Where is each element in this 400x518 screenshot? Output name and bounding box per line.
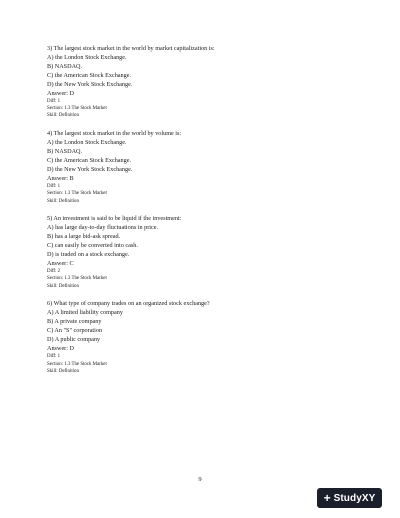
option-d: D) the New York Stock Exchange.	[47, 81, 133, 88]
skill-text: Skill: Definition	[47, 368, 79, 374]
answer-text: Answer: D	[47, 345, 74, 353]
option-c: C) An "S" corporation	[47, 327, 103, 335]
option-b: B) has a large bid-ask spread.	[47, 233, 121, 241]
question-block-3	[47, 44, 367, 120]
difficulty-text: Diff: 1	[47, 99, 61, 104]
section-text: Section: 1.3 The Stock Market	[47, 276, 107, 282]
question-list	[47, 44, 367, 384]
option-b: B) NASDAQ.	[47, 63, 83, 70]
option-b: B) A private company	[47, 318, 102, 326]
question-block-4	[47, 129, 367, 205]
answer-text: Answer: C	[47, 260, 74, 268]
difficulty-text: Diff: 1	[47, 184, 61, 190]
option-b: B) NASDAQ.	[47, 148, 83, 156]
skill-text: Skill: Definition	[47, 198, 79, 204]
option-d: D) A public company	[47, 336, 101, 344]
difficulty-text: Diff: 1	[47, 354, 61, 360]
section-text: Section: 1.3 The Stock Market	[47, 361, 107, 367]
option-a: A) the London Stock Exchange.	[47, 139, 127, 147]
question-text: 6) What type of company trades on an organized stock exchange?	[47, 300, 210, 308]
question-text: 3) The largest stock market in the world by market capitalization is:	[47, 45, 215, 52]
section-text: Section: 1.3 The Stock Market	[47, 106, 107, 112]
option-a: A) has large day-to-day fluctuations in price.	[47, 224, 159, 232]
answer-text: Answer: B	[47, 175, 74, 183]
answer-text: Answer: D	[47, 90, 74, 97]
question-text: 4) The largest stock market in the world by volume is:	[47, 130, 182, 138]
studyxy-badge[interactable]	[317, 488, 382, 508]
question-text: 5) An investment is said to be liquid if the investment:	[47, 215, 182, 223]
question-block-6	[47, 299, 367, 375]
option-d: D) the New York Stock Exchange.	[47, 166, 133, 174]
question-block-5	[47, 214, 367, 290]
brand-name: StudyXY	[333, 492, 376, 504]
option-c: C) the American Stock Exchange.	[47, 72, 132, 79]
option-d: D) is traded on a stock exchange.	[47, 251, 130, 259]
skill-text: Skill: Definition	[47, 113, 79, 119]
option-a: A) the London Stock Exchange.	[47, 54, 127, 61]
option-c: C) the American Stock Exchange.	[47, 157, 132, 165]
option-c: C) can easily be converted into cash.	[47, 242, 138, 250]
option-a: A) A limited liability company	[47, 309, 123, 317]
skill-text: Skill: Definition	[47, 283, 79, 289]
page-number: 9	[198, 476, 202, 483]
section-text: Section: 1.3 The Stock Market	[47, 191, 107, 197]
plus-icon: +	[323, 491, 331, 505]
difficulty-text: Diff: 2	[47, 269, 61, 275]
